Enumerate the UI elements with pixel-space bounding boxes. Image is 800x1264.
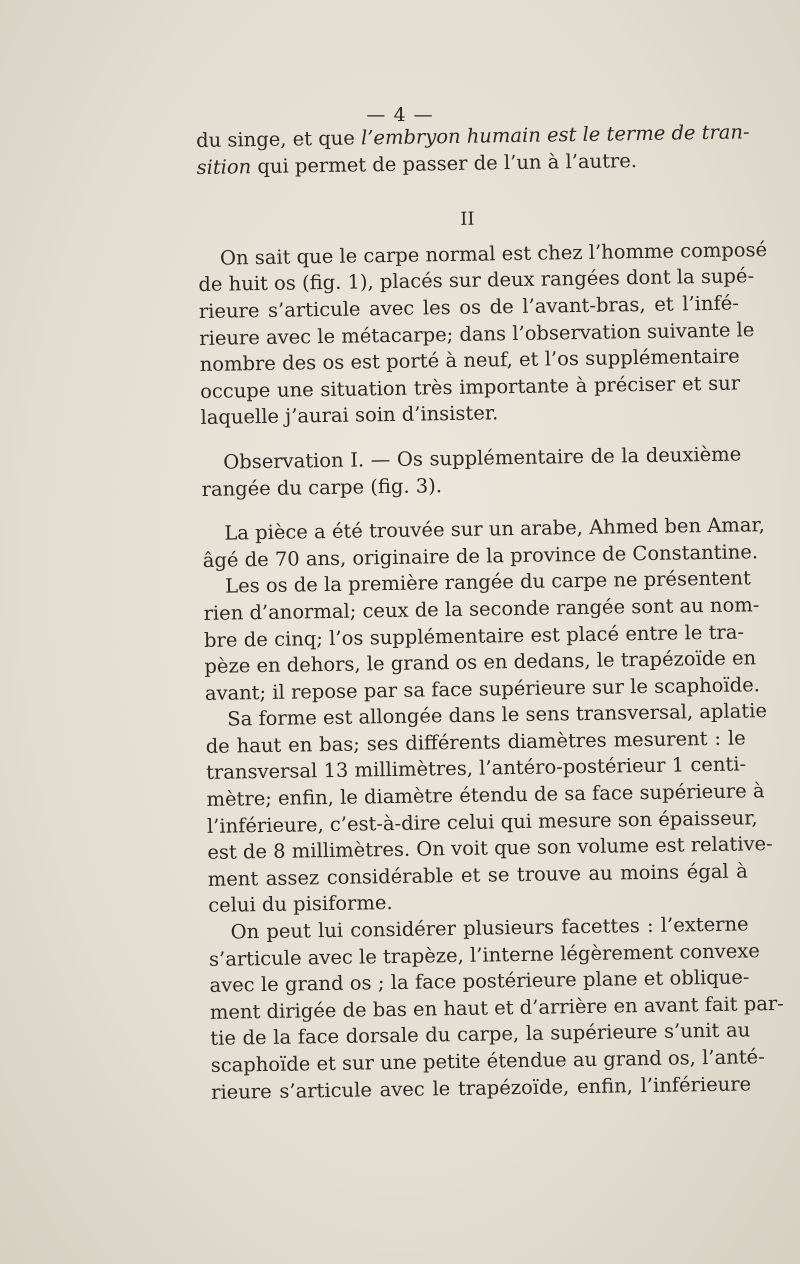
text-line: avant; il repose par sa face supérieure sur le scaphoïde. (204, 672, 761, 705)
text-line: rieure s’articule avec les os de l’avant-bras, et l’infé- (198, 291, 739, 323)
text-line: rangée du carpe (fig. 3). (201, 473, 443, 501)
text-line: s’articule avec le trapèze, l’interne légèrement convexe (208, 938, 760, 971)
section-heading: II (460, 208, 475, 231)
text-line: On peut lui considérer plusieurs facettes : l’externe (230, 912, 749, 944)
text-line: de huit os (fig. 1), placés sur deux rangées dont la supé- (198, 264, 755, 297)
text-line: scaphoïde et sur une petite étendue au grand os, l’anté- (210, 1045, 765, 1077)
text-line: transversal 13 millimètres, l’antéro-postérieur 1 centi- (205, 752, 747, 785)
text-line: ment assez considérable et se trouve au moins égal à (207, 859, 748, 891)
text-line: avec le grand os ; la face postérieure plane et oblique- (209, 965, 750, 998)
italic-text: l’embryon humain est le terme de tran- (360, 120, 750, 150)
text-line: laquelle j’aurai soin d’insister. (200, 401, 499, 430)
text-line: Les os de la première rangée du carpe ne présentent (225, 566, 752, 598)
text-line: Sa forme est allongée dans le sens transversal, aplatie (227, 699, 768, 731)
paragraph-intro (198, 237, 768, 432)
observation-heading (201, 441, 742, 503)
italic-text: sition (196, 154, 252, 179)
text-line: rieure s’articule avec le trapézoïde, enfin, l’inférieure (210, 1071, 752, 1104)
text-line: La pièce a été trouvée sur un arabe, Ahmed ben Amar, (224, 513, 765, 545)
text-line: rieure avec le métacarpe; dans l’observation suivante le (199, 317, 755, 350)
text-span: du singe, et que (196, 126, 362, 152)
text-line: occupe une situation très importante à préciser et sur (199, 371, 741, 403)
paragraph-observation (202, 513, 784, 1106)
text-line: est de 8 millimètres. On voit que son volume est relative- (207, 832, 773, 865)
text-line: rien d’anormal; ceux de la seconde rangée sont au nom- (203, 593, 760, 625)
text-line: de haut en bas; ses différents diamètres mesurent : le (205, 726, 746, 758)
text-line: celui du pisiforme. (208, 891, 393, 918)
text-line: nombre des os est porté à neuf, et l’os supplémentaire (199, 344, 740, 377)
text-line: l’inférieure, c’est-à-dire celui qui mesure son épaisseur, (206, 805, 758, 838)
text-line: ment dirigée de bas en haut et d’arrière en avant fait par- (209, 991, 784, 1024)
text-line: Observation I. — Os supplémentaire de la deuxième (223, 442, 742, 474)
text-line: âgé de 70 ans, originaire de la province de Constantine. (202, 539, 759, 572)
text-line: mètre; enfin, le diamètre étendu de sa face supérieure à (206, 779, 765, 811)
text-line: tie de la face dorsale du carpe, la supérieure s’unit au (210, 1018, 751, 1051)
page-number: — 4 — (366, 104, 434, 126)
text-line: pèze en dehors, le grand os en dedans, le trapézoïde en (204, 646, 757, 679)
text-line: On sait que le carpe normal est chez l’homme composé (219, 237, 768, 270)
text-body (196, 120, 784, 1107)
text-line: bre de cinq; l’os supplémentaire est placé entre le tra- (203, 619, 745, 652)
text-span: qui permet de passer de l’un à l’autre. (251, 148, 638, 178)
